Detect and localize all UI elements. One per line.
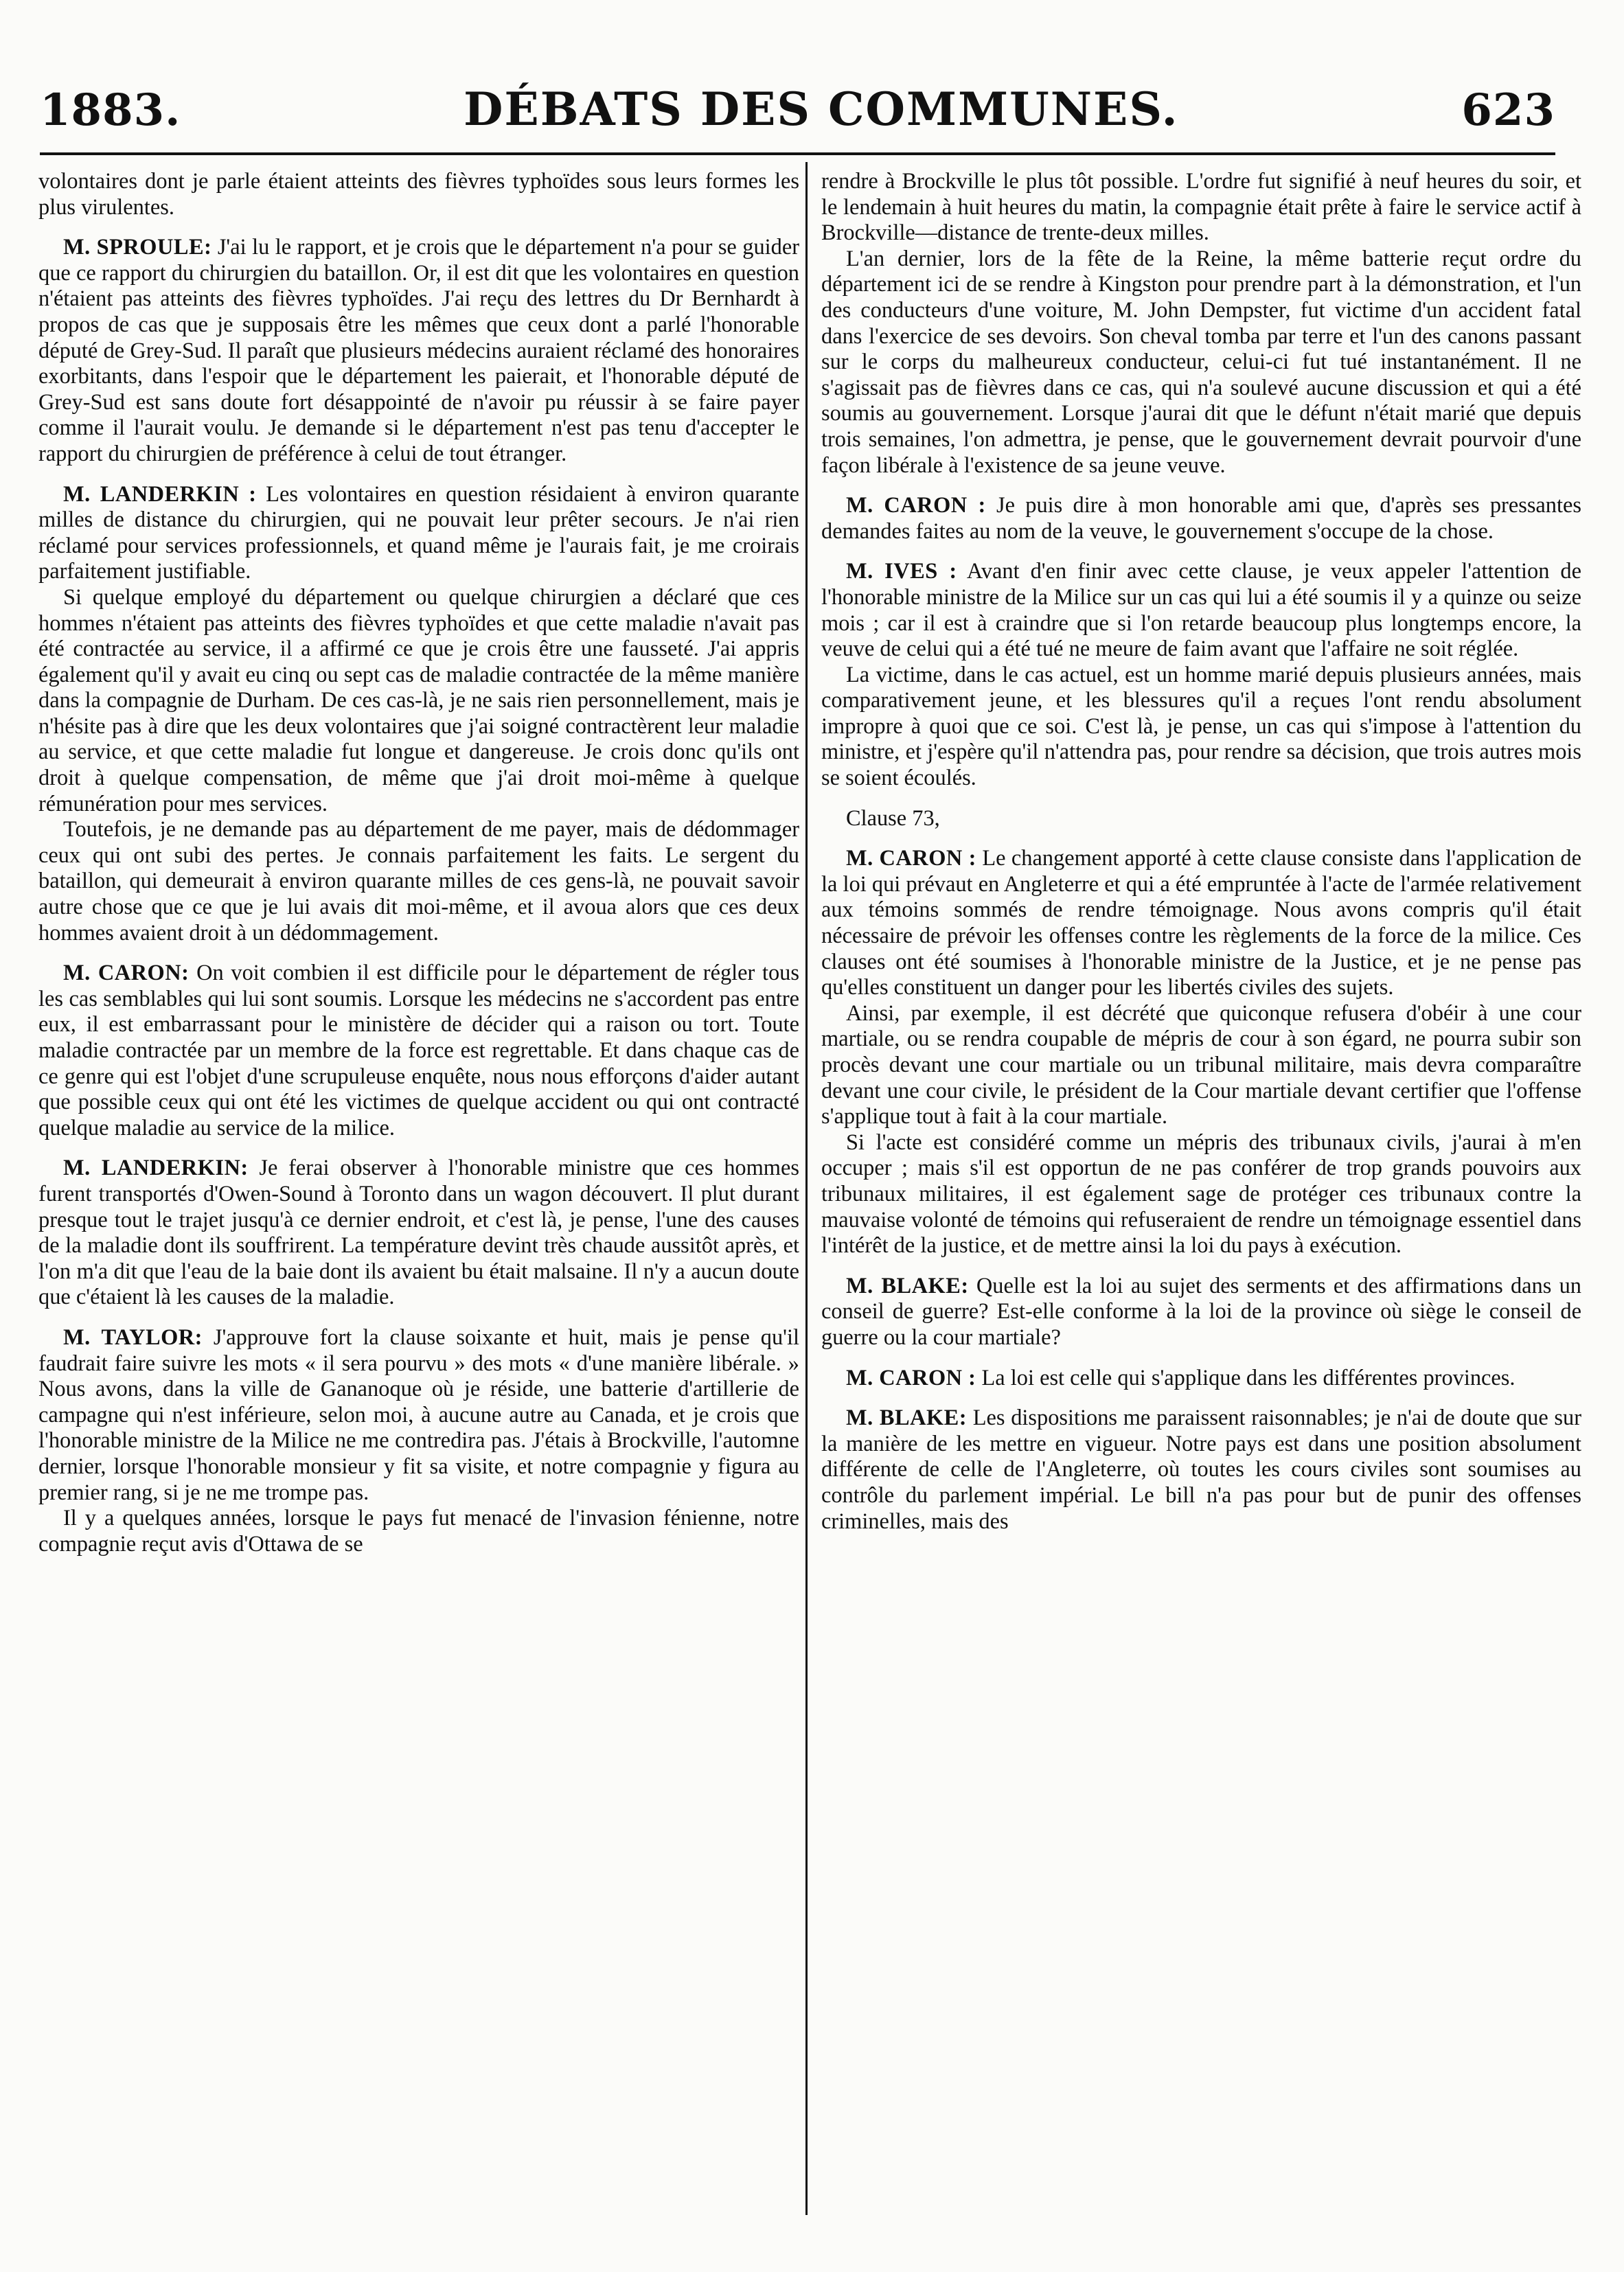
paragraph-text: Quelle est la loi au sujet des serments et des affirmations dans un conseil de guerre? Est-elle conforme à la loi de la province où siège le conseil de guerre ou la cour martiale? — [821, 1273, 1581, 1350]
paragraph — [821, 806, 1581, 832]
paragraph — [821, 493, 1581, 544]
header-page-number: 623 — [1461, 84, 1555, 136]
paragraph — [821, 1130, 1581, 1259]
paragraph — [38, 235, 799, 467]
paragraph — [38, 817, 799, 946]
paragraph-text: La victime, dans le cas actuel, est un homme marié depuis plusieurs années, mais comparativement jeune, et les blessures qu'il a reçues l'ont rendu absolument impropre à quoi que ce soi. C'est là, je pense, un cas qui s'impose à l'attention du ministre, et j'espère qu'il n'attendra pas, pour rendre sa décision, que trois autres mois se soient écoulés. — [821, 662, 1581, 791]
paragraph — [38, 585, 799, 817]
speaker-name: M. SPROULE: — [63, 235, 212, 260]
header-rule — [40, 152, 1555, 155]
speaker-name: M. CARON: — [63, 961, 190, 986]
paragraph — [38, 169, 799, 220]
paragraph — [38, 961, 799, 1141]
paragraph-text: J'approuve fort la clause soixante et huit, mais je pense qu'il faudrait faire suivre les mots « il sera pourvu » des mots « d'une manière libérale. » Nous avons, dans la ville de Gananoque où je réside, une batterie d'artillerie de campagne qui n'est inférieure, selon moi, à aucune autre au Canada, et je crois que l'honorable ministre de la Milice ne me contredira pas. J'étais à Brockville, l'automne dernier, lorsque l'honorable monsieur y fit sa visite, et notre compagnie y figura au premier rang, si je ne me trompe pas. — [38, 1324, 799, 1505]
page-header — [40, 82, 1555, 137]
paragraph — [821, 663, 1581, 792]
speaker-name: M. BLAKE: — [846, 1405, 968, 1431]
paragraph — [38, 1156, 799, 1311]
paragraph — [38, 1506, 799, 1557]
paragraph — [821, 1001, 1581, 1130]
speaker-name: M. LANDERKIN: — [63, 1156, 249, 1181]
speaker-name: M. IVES : — [846, 559, 957, 584]
speaker-name: M. TAYLOR: — [63, 1324, 203, 1350]
speaker-name: M. CARON : — [846, 1365, 976, 1390]
paragraph-text: Je puis dire à mon honorable ami que, d'après ses pressantes demandes faites au nom de la veuve, le gouvernement s'occupe de la chose. — [821, 493, 1581, 544]
header-title: DÉBATS DES COMMUNES. — [464, 82, 1179, 136]
paragraph-text: rendre à Brockville le plus tôt possible. L'ordre fut signifié à neuf heures du soir, et le lendemain à huit heures du matin, la compagnie était prête à faire le service actif à Brockville—distance de trente-deux milles. — [821, 169, 1581, 246]
paragraph — [821, 1366, 1581, 1392]
paragraph-text: On voit combien il est difficile pour le département de régler tous les cas semblables qui lui sont soumis. Lorsque les médecins ne s'accordent pas entre eux, il est embarrassant pour le ministère de décider qui a raison ou tort. Toute maladie contractée par un membre de la force est regrettable. Et dans chaque cas de ce genre qui est l'objet d'une scrupuleuse enquête, nous nous efforçons d'aider autant que possible ceux qui ont été les victimes de quelque accident ou qui ont contracté quelque maladie au service de la milice. — [38, 961, 799, 1140]
paragraph-text: J'ai lu le rapport, et je crois que le département n'a pour se guider que ce rapport du chirurgien du bataillon. Or, il est dit que les volontaires en question n'étaient pas atteints des fièvres typhoïdes. J'ai reçu des lettres du Dr Bernhardt à propos de cas que je supposais être les mêmes que ceux dont a parlé l'honorable député de Grey-Sud. Il paraît que plusieurs médecins auraient réclamé des honoraires exorbitants, dans l'espoir que le département les paierait, et l'honorable député de Grey-Sud est sans doute fort désappointé de n'avoir pu réussir à se faire payer comme il l'aurait voulu. Je demande si le département n'est pas tenu d'accepter le rapport du chirurgien de préférence à celui de tout étranger. — [38, 235, 799, 466]
paragraph — [38, 482, 799, 585]
paragraph-text: Le changement apporté à cette clause consiste dans l'application de la loi qui prévaut en Angleterre et qui a été empruntée à l'acte de l'armée relativement aux témoins sommés de rendre témoignage. Nous avons compris qu'il était nécessaire de prévoir les offenses contre les règlements de la force de la milice. Ces clauses ont été soumises à l'honorable ministre de la Justice, et je ne pense pas qu'elles constituent un danger pour les libertés civiles des sujets. — [821, 846, 1581, 1000]
paragraph — [821, 559, 1581, 662]
paragraph — [821, 846, 1581, 1001]
speaker-name: M. CARON : — [846, 493, 986, 518]
speaker-name: M. LANDERKIN : — [63, 481, 257, 507]
paragraph — [821, 1274, 1581, 1351]
paragraph-text: Les dispositions me paraissent raisonnables; je n'ai de doute que sur la manière de les mettre en vigueur. Notre pays est dans une position absolument différente de celle de l'Angleterre, où toutes les cours civiles sont soumises au contrôle du parlement impérial. Le bill n'a pas pour but de punir des offenses criminelles, mais des — [821, 1405, 1581, 1534]
paragraph-text: Toutefois, je ne demande pas au département de me payer, mais de dédommager ceux qui ont subi des pertes. Je connais parfaitement les faits. Le sergent du bataillon, qui demeurait à environ quarante milles de ces gens-là, ne pouvait savoir autre chose que ce que je lui avais dit moi-même, et il avoua alors que ces deux hommes avaient droit à un dédommagement. — [38, 817, 799, 945]
header-year: 1883. — [40, 84, 181, 136]
paragraph-text: L'an dernier, lors de la fête de la Reine, la même batterie reçut ordre du département ici de se rendre à Kingston pour prendre part à la démonstration, et l'un des conducteurs d'une voiture, M. John Dempster, fut victime d'un accident fatal dans l'exercice de ses devoirs. Son cheval tomba par terre et l'un des canons passant sur le corps du malheureux conducteur, celui-ci fut tué instantanément. Il ne s'agissait pas de fièvres dans ce cas, qui n'a soulevé aucune discussion et qui a été soumis au gouvernement. Lorsque j'aurai dit que le défunt n'était marié que depuis trois semaines, l'on admettra, je pense, que le gouvernement devrait pourvoir d'une façon libérale à l'existence de sa jeune veuve. — [821, 246, 1581, 478]
speaker-name: M. BLAKE: — [846, 1273, 969, 1298]
paragraph-text: Clause 73, — [846, 805, 940, 831]
paragraph-text: Ainsi, par exemple, il est décrété que quiconque refusera d'obéir à une cour martiale, ou se rendra coupable de mépris de cour à son égard, ne pourra subir son procès devant une cour martiale ou un tribunal militaire, mais devra comparaître devant une cour civile, le président de la Cour martiale devant certifier que l'offense s'applique tout à fait à la cour martiale. — [821, 1000, 1581, 1129]
paragraph-text: Avant d'en finir avec cette clause, je veux appeler l'attention de l'honorable ministre de la Milice sur un cas qui lui a été soumis il y a quinze ou seize mois ; car il est à craindre que si l'on retarde beaucoup plus longtemps encore, la veuve de celui qui a été tué ne meure de faim avant que l'affaire ne soit réglée. — [821, 559, 1581, 662]
paragraph-text: Les volontaires en question résidaient à environ quarante milles de distance du chirurgien, qui ne pouvait leur prêter secours. Je n'ai rien réclamé pour services professionnels, et quand même je l'aurais fait, je me croirais parfaitement justifiable. — [38, 481, 799, 584]
right-column — [821, 169, 1581, 2222]
paragraph-text: Il y a quelques années, lorsque le pays fut menacé de l'invasion fénienne, notre compagnie reçut avis d'Ottawa de se — [38, 1506, 799, 1557]
paragraph-text: Si l'acte est considéré comme un mépris des tribunaux civils, j'aurai à m'en occuper ; mais s'il est opportun de ne pas conférer de trop grands pouvoirs aux tribunaux militaires, il est également sage de protéger ces tribunaux contre la mauvaise volonté de témoins qui refuseraient de rendre un témoignage essentiel dans l'intérêt de la justice, et de mettre ainsi la loi du pays à exécution. — [821, 1129, 1581, 1259]
left-column — [38, 169, 799, 2222]
paragraph-text: La loi est celle qui s'applique dans les différentes provinces. — [976, 1365, 1516, 1390]
paragraph — [38, 1325, 799, 1506]
paragraph-text: volontaires dont je parle étaient atteints des fièvres typhoïdes sous leurs formes les plus virulentes. — [38, 169, 799, 220]
paragraph-text: Je ferai observer à l'honorable ministre que ces hommes furent transportés d'Owen-Sound à Toronto dans un wagon découvert. Il plut durant presque tout le trajet jusqu'à ce dernier endroit, et c'est là, je pense, l'une des causes de la maladie dont ils souffrirent. La température devint très chaude aussitôt après, et l'on m'a dit que l'eau de la baie dont ils avaient bu était malsaine. Il n'y a aucun doute que c'étaient là les causes de la maladie. — [38, 1156, 799, 1310]
paragraph — [821, 246, 1581, 479]
column-divider — [805, 162, 808, 2215]
paragraph — [821, 1405, 1581, 1535]
speaker-name: M. CARON : — [846, 846, 976, 871]
paragraph-text: Si quelque employé du département ou quelque chirurgien a déclaré que ces hommes n'étaient pas atteints des fièvres typhoïdes et que cette maladie n'avait pas été contractée au service, il a affirmé ce que je crois être une fausseté. J'ai appris également qu'il y avait eu cinq ou sept cas de maladie contractée de la même manière dans la compagnie de Durham. De ces cas-là, je ne sais rien personnellement, mais je n'hésite pas à dire que les deux volontaires que j'ai soigné contractèrent leur maladie au service, et que cette maladie fut longue et dangereuse. Je crois donc qu'ils ont droit à quelque compensation, de même que j'ai droit moi-même à quelque rémunération pour mes services. — [38, 584, 799, 816]
paragraph — [821, 169, 1581, 246]
